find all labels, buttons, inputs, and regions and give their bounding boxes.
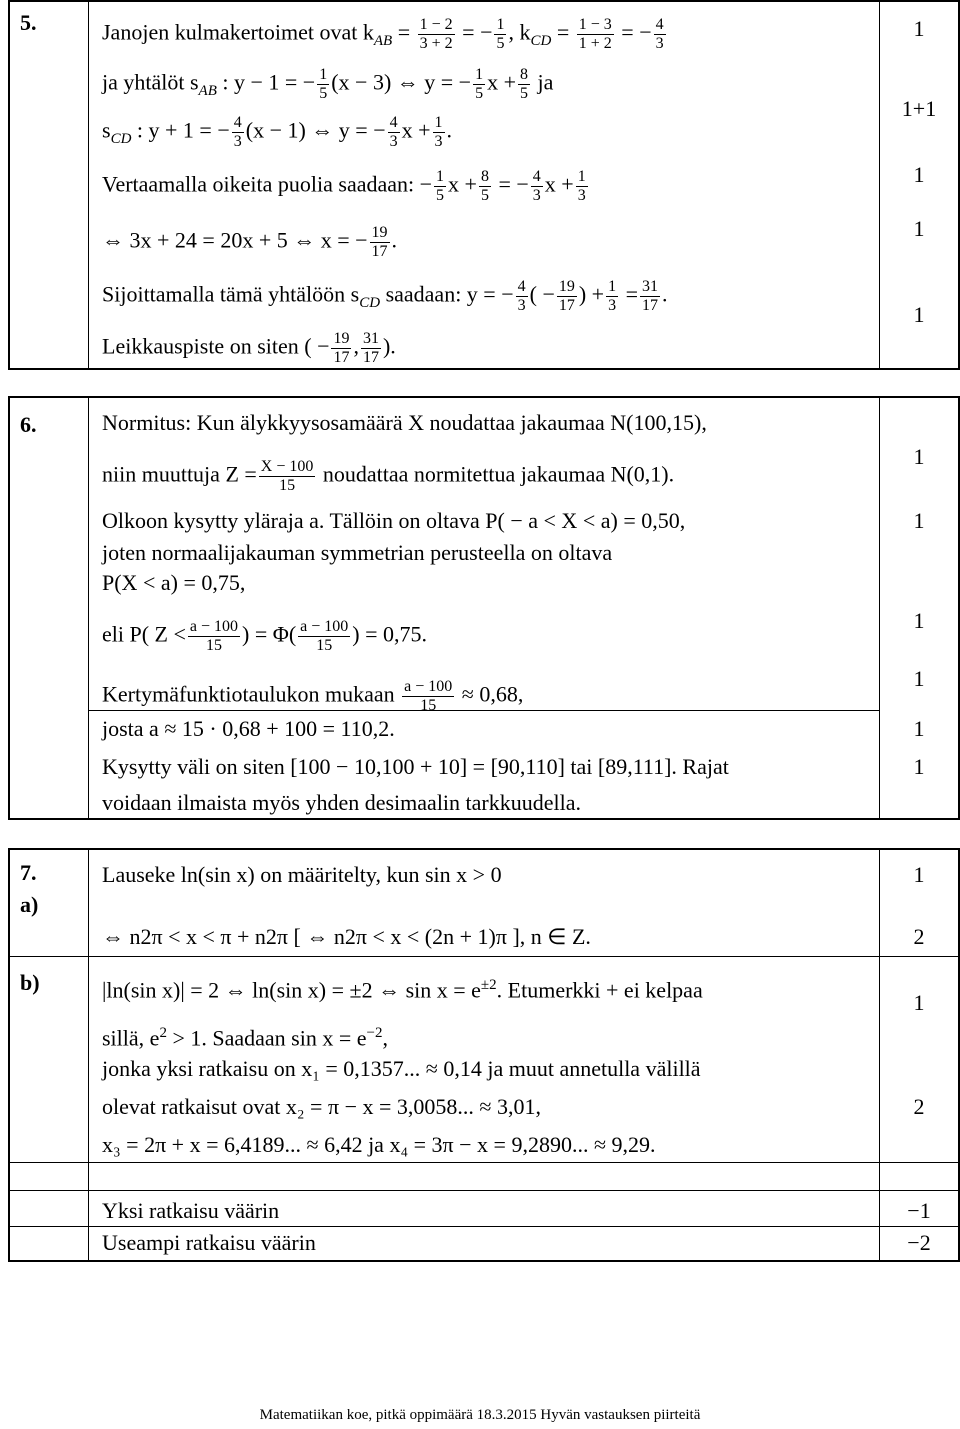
fraction bbox=[518, 66, 530, 103]
numerator: a − 100 bbox=[404, 678, 453, 695]
denominator: 5 bbox=[475, 85, 484, 102]
fraction bbox=[606, 278, 618, 315]
divider bbox=[10, 956, 88, 957]
divider bbox=[88, 1226, 880, 1227]
points: 1 bbox=[913, 16, 925, 41]
points: 1 bbox=[913, 862, 925, 887]
text: . bbox=[391, 227, 398, 253]
denominator: 5 bbox=[520, 85, 529, 102]
divider bbox=[880, 956, 958, 957]
text: Janojen kulmakertoimet ovat k bbox=[102, 19, 374, 45]
task-number: 6. bbox=[20, 412, 37, 437]
text: ≈ 0,68, bbox=[456, 681, 524, 707]
denominator: 3 bbox=[389, 133, 398, 150]
task-5-block bbox=[8, 0, 960, 370]
task6-line9: Kysytty väli on siten [100 − 10,100 + 10] = [90,110] tai [89,111]. Rajat bbox=[102, 754, 729, 779]
task5-line2 bbox=[102, 66, 553, 104]
divider bbox=[88, 956, 880, 957]
text: ja yhtälöt s bbox=[102, 69, 199, 95]
task6-line10: voidaan ilmaista myös yhden desimaalin tarkkuudella. bbox=[102, 790, 581, 815]
points: 1 bbox=[913, 302, 925, 327]
fraction bbox=[370, 224, 390, 261]
divider bbox=[10, 1190, 88, 1191]
points: 1+1 bbox=[901, 96, 937, 121]
task5-line7 bbox=[102, 330, 396, 367]
task6-line6 bbox=[102, 618, 427, 655]
denominator: 3 bbox=[532, 187, 541, 204]
text: : y − 1 = − bbox=[216, 69, 316, 95]
fraction bbox=[317, 66, 329, 103]
text: , k bbox=[508, 19, 531, 45]
text: x + bbox=[448, 171, 477, 197]
fraction bbox=[577, 16, 614, 53]
text: . Etumerkki + ei kelpaa bbox=[496, 977, 703, 1003]
text: sillä, e bbox=[102, 1025, 160, 1051]
fraction bbox=[576, 168, 588, 205]
numerator: 1 bbox=[475, 66, 484, 83]
text: = bbox=[620, 281, 639, 307]
divider bbox=[10, 1226, 88, 1227]
fraction bbox=[298, 618, 350, 655]
text: Kertymäfunktiotaulukon mukaan bbox=[102, 681, 395, 707]
text: (x − 3) ⇔ y = − bbox=[331, 69, 472, 95]
task5-line5 bbox=[102, 224, 397, 261]
task-number-column bbox=[10, 398, 89, 818]
text: = bbox=[392, 19, 416, 45]
text: ) = 0,75. bbox=[352, 621, 428, 647]
text: s bbox=[102, 117, 111, 143]
fraction bbox=[434, 168, 446, 205]
denominator: 15 bbox=[279, 477, 296, 494]
task6-line8: josta a ≈ 15 · 0,68 + 100 = 110,2. bbox=[102, 716, 395, 741]
superscript: 2 bbox=[159, 1025, 167, 1041]
text: Sijoittamalla tämä yhtälöön s bbox=[102, 281, 360, 307]
denominator: 15 bbox=[420, 697, 437, 714]
task7-line9: Useampi ratkaisu väärin bbox=[102, 1230, 316, 1255]
text: x + bbox=[401, 117, 431, 143]
points: 2 bbox=[913, 1094, 925, 1119]
denominator: 3 bbox=[655, 35, 664, 52]
task6-line5: P(X < a) = 0,75, bbox=[102, 570, 246, 595]
denominator: 5 bbox=[496, 35, 505, 52]
numerator: X − 100 bbox=[260, 458, 314, 475]
task7-line4 bbox=[102, 1020, 388, 1051]
text: ( − bbox=[529, 281, 555, 307]
numerator: 31 bbox=[642, 278, 659, 295]
task7-line7: x₃ = 2π + x = 6,4189... ≈ 6,42 ja x₄ = 3π − x = 9,2890... ≈ 9,29. bbox=[102, 1132, 656, 1157]
text: eli P( Z < bbox=[102, 621, 186, 647]
task7-line5: jonka yksi ratkaisu on x₁ = 0,1357... ≈ 0,14 ja muut annetulla välillä bbox=[102, 1056, 701, 1081]
fraction bbox=[433, 114, 445, 151]
numerator: 8 bbox=[520, 66, 529, 83]
text: > 1. Saadaan sin x = e bbox=[166, 1025, 367, 1051]
text: . bbox=[662, 281, 668, 307]
numerator: 1 bbox=[319, 66, 328, 83]
denominator: 3 bbox=[517, 297, 526, 314]
task7-line6: olevat ratkaisut ovat x₂ = π − x = 3,0058... ≈ 3,01, bbox=[102, 1094, 541, 1119]
divider bbox=[880, 1226, 958, 1227]
points: 1 bbox=[913, 162, 925, 187]
text: = bbox=[551, 19, 575, 45]
numerator: 1 bbox=[577, 168, 586, 185]
points: 2 bbox=[913, 924, 925, 949]
task7-line3 bbox=[102, 972, 703, 1003]
denominator: 15 bbox=[316, 637, 333, 654]
task6-line2 bbox=[102, 458, 674, 495]
text: , bbox=[353, 333, 359, 359]
numerator: 19 bbox=[558, 278, 575, 295]
text: saadaan: y = − bbox=[380, 281, 514, 307]
fraction bbox=[259, 458, 316, 495]
fraction bbox=[188, 618, 240, 655]
fraction bbox=[331, 330, 351, 367]
task6-line3: Olkoon kysytty yläraja a. Tällöin on oltava P( − a < X < a) = 0,50, bbox=[102, 508, 686, 533]
denominator: 5 bbox=[436, 187, 445, 204]
denominator: 3 bbox=[608, 297, 617, 314]
numerator: 8 bbox=[480, 168, 489, 185]
subscript: AB bbox=[373, 32, 393, 49]
task7-line8: Yksi ratkaisu väärin bbox=[102, 1198, 280, 1223]
numerator: 1 − 3 bbox=[578, 16, 612, 33]
points: 1 bbox=[913, 508, 925, 533]
fraction bbox=[232, 114, 244, 151]
text: = − bbox=[492, 171, 529, 197]
numerator: 1 bbox=[496, 16, 505, 33]
text: noudattaa normitettua jakaumaa N(0,1). bbox=[317, 461, 675, 487]
text: = − bbox=[456, 19, 493, 45]
fraction bbox=[494, 16, 506, 53]
divider bbox=[88, 1162, 880, 1163]
part-b-label: b) bbox=[20, 970, 40, 995]
points: 1 bbox=[913, 608, 925, 633]
denominator: 5 bbox=[319, 85, 328, 102]
denominator: 17 bbox=[371, 243, 388, 260]
divider bbox=[880, 1162, 958, 1163]
subscript: CD bbox=[530, 32, 552, 49]
divider bbox=[88, 710, 880, 711]
denominator: 3 + 2 bbox=[419, 35, 453, 52]
fraction bbox=[361, 330, 381, 367]
points: 1 bbox=[913, 444, 925, 469]
task-number-column bbox=[10, 850, 89, 1260]
task-number-column bbox=[10, 2, 89, 368]
task5-line4 bbox=[102, 168, 590, 205]
fraction bbox=[516, 278, 528, 315]
part-a-label: a) bbox=[20, 892, 39, 917]
page-footer: Matematiikan koe, pitkä oppimäärä 18.3.2015 Hyvän vastauksen piirteitä bbox=[259, 1407, 701, 1423]
text: Leikkauspiste on siten ( − bbox=[102, 333, 330, 359]
numerator: 1 bbox=[436, 168, 445, 185]
denominator: 5 bbox=[480, 187, 489, 204]
numerator: 19 bbox=[371, 224, 388, 241]
denominator: 3 bbox=[577, 187, 586, 204]
task5-line3 bbox=[102, 114, 452, 152]
numerator: 31 bbox=[362, 330, 379, 347]
text: ja bbox=[532, 69, 554, 95]
denominator: 15 bbox=[205, 637, 222, 654]
task7-line2: ⇔ n2π < x < π + n2π [ ⇔ n2π < x < (2n + 1)π ], n ∈ Z. bbox=[102, 924, 591, 949]
task5-line1 bbox=[102, 16, 668, 54]
fraction bbox=[388, 114, 400, 151]
points: 1 bbox=[913, 666, 925, 691]
numerator: 1 − 2 bbox=[419, 16, 453, 33]
text: x + bbox=[487, 69, 517, 95]
text: , bbox=[382, 1025, 388, 1051]
points: 1 bbox=[913, 990, 925, 1015]
text: (x − 1) ⇔ y = − bbox=[245, 117, 386, 143]
task6-line4: joten normaalijakauman symmetrian perusteella on oltava bbox=[102, 540, 613, 565]
numerator: 4 bbox=[655, 16, 664, 33]
divider bbox=[10, 1162, 88, 1163]
numerator: 1 bbox=[608, 278, 617, 295]
text: : y + 1 = − bbox=[131, 117, 230, 143]
text: Vertaamalla oikeita puolia saadaan: − bbox=[102, 171, 433, 197]
points: −2 bbox=[907, 1230, 931, 1255]
points: 1 bbox=[913, 716, 925, 741]
numerator: 4 bbox=[389, 114, 398, 131]
task6-line1: Normitus: Kun älykkyysosamäärä X noudattaa jakaumaa N(100,15), bbox=[102, 410, 707, 435]
subscript: CD bbox=[359, 294, 381, 311]
task7-line1: Lauseke ln(sin x) on määritelty, kun sin x > 0 bbox=[102, 862, 502, 887]
task-number: 5. bbox=[20, 10, 37, 35]
text: = − bbox=[615, 19, 652, 45]
text: |ln(sin x)| = 2 ⇔ ln(sin x) = ±2 ⇔ sin x = e bbox=[102, 977, 481, 1003]
fraction bbox=[473, 66, 485, 103]
fraction bbox=[640, 278, 660, 315]
text: ⇔ 3x + 24 = 20x + 5 ⇔ x = − bbox=[102, 227, 368, 253]
denominator: 3 bbox=[233, 133, 242, 150]
fraction bbox=[418, 16, 455, 53]
text: niin muuttuja Z = bbox=[102, 461, 257, 487]
subscript: AB bbox=[198, 82, 217, 99]
numerator: a − 100 bbox=[189, 618, 239, 635]
denominator: 17 bbox=[333, 349, 350, 366]
numerator: 4 bbox=[517, 278, 526, 295]
fraction bbox=[654, 16, 666, 53]
denominator: 3 bbox=[434, 133, 443, 150]
superscript: ±2 bbox=[480, 977, 497, 993]
denominator: 17 bbox=[558, 297, 575, 314]
denominator: 17 bbox=[362, 349, 379, 366]
fraction bbox=[531, 168, 543, 205]
points: −1 bbox=[907, 1198, 931, 1223]
task5-line6 bbox=[102, 278, 668, 316]
superscript: −2 bbox=[366, 1025, 383, 1041]
divider bbox=[88, 1190, 880, 1191]
text: x + bbox=[544, 171, 574, 197]
text: ) + bbox=[578, 281, 605, 307]
numerator: 4 bbox=[532, 168, 541, 185]
task-number: 7. bbox=[20, 860, 37, 885]
numerator: 19 bbox=[333, 330, 350, 347]
task-6-block bbox=[8, 396, 960, 820]
text: ) = Φ( bbox=[242, 621, 297, 647]
divider bbox=[880, 1190, 958, 1191]
fraction bbox=[479, 168, 491, 205]
numerator: 4 bbox=[233, 114, 242, 131]
task-7-block bbox=[8, 848, 960, 1262]
text: ). bbox=[382, 333, 396, 359]
text: . bbox=[446, 117, 453, 143]
subscript: CD bbox=[110, 130, 132, 147]
points: 1 bbox=[913, 754, 925, 779]
numerator: a − 100 bbox=[300, 618, 349, 635]
fraction bbox=[557, 278, 577, 315]
denominator: 1 + 2 bbox=[578, 35, 612, 52]
numerator: 1 bbox=[434, 114, 443, 131]
denominator: 17 bbox=[642, 297, 659, 314]
points: 1 bbox=[913, 216, 925, 241]
